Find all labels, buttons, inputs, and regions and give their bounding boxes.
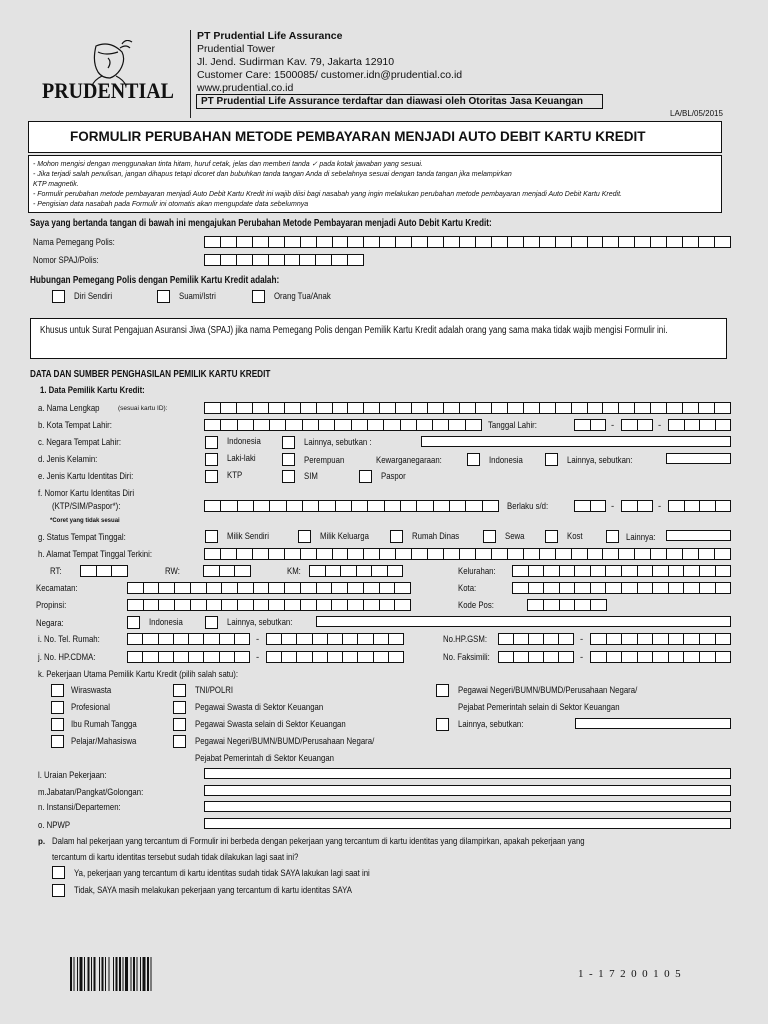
job-description-label: l. Uraian Pekerjaan:: [38, 770, 107, 781]
residence-family-label: Milik Keluarga: [320, 531, 369, 542]
valid-month-field[interactable]: [621, 500, 653, 512]
date-separator: -: [611, 501, 615, 512]
footnote: *Coret yang tidak sesuai: [50, 518, 120, 524]
country-other-field[interactable]: [316, 616, 731, 627]
citizenship-other-field[interactable]: [666, 453, 731, 464]
gsm-number-field[interactable]: [590, 633, 731, 645]
company-address-2: Jl. Jend. Sudirman Kav. 79, Jakarta 12910: [197, 56, 395, 68]
birth-city-field[interactable]: [204, 419, 482, 431]
npwp-field[interactable]: [204, 818, 731, 829]
instruction-1: - Mohon mengisi dengan menggunakan tinta hitam, huruf cetak, jelas dan memberi tanda ✓ pada kotak jawaban yang sesuai.: [33, 161, 423, 168]
birth-country-indonesia-label: Indonesia: [227, 436, 261, 447]
fax-number-field[interactable]: [590, 651, 731, 663]
address-label: h. Alamat Tempat Tinggal Terkini:: [38, 549, 153, 560]
question-p-line-2: tercantum di kartu identitas tersebut sudah tidak dilakukan lagi saat ini?: [52, 852, 299, 863]
birth-country-indonesia-checkbox[interactable]: [205, 436, 218, 449]
full-name-note: (sesuai kartu ID):: [118, 405, 168, 412]
institution-label: n. Instansi/Departemen:: [38, 802, 121, 813]
gender-female-label: Perempuan: [304, 455, 345, 466]
residence-official-label: Rumah Dinas: [412, 531, 460, 542]
institution-field[interactable]: [204, 801, 731, 812]
country-indonesia-checkbox[interactable]: [127, 616, 140, 629]
occ-civil-finance-label-2: Pejabat Pemerintah di Sektor Keuangan: [195, 753, 335, 764]
gsm-label: No.HP.GSM:: [443, 634, 488, 645]
question-p-line-1: Dalam hal pekerjaan yang tercantum di Formulir ini berbeda dengan pekerjaan yang tercantum di kartu identitas yang dilampirkan, apakah pekerjaan yang: [52, 836, 585, 847]
occ-housewife-checkbox[interactable]: [51, 718, 64, 731]
rw-field[interactable]: [203, 565, 251, 577]
id-type-label: e. Jenis Kartu Identitas Diri:: [38, 471, 134, 482]
question-p-yes-checkbox[interactable]: [52, 866, 65, 879]
residence-kost-checkbox[interactable]: [545, 530, 558, 543]
fax-prefix-field[interactable]: [498, 651, 574, 663]
id-number-field[interactable]: [204, 500, 499, 512]
question-p-no-checkbox[interactable]: [52, 884, 65, 897]
position-field[interactable]: [204, 785, 731, 796]
home-phone-number-field[interactable]: [266, 633, 404, 645]
id-ktp-label: KTP: [227, 470, 243, 481]
sub-title: 1. Data Pemilik Kartu Kredit:: [40, 385, 145, 396]
birth-month-field[interactable]: [621, 419, 653, 431]
citizenship-other-label: Lainnya, sebutkan:: [567, 455, 633, 466]
home-phone-label: i. No. Tel. Rumah:: [38, 634, 100, 645]
id-number-label: f. Nomor Kartu Identitas Diri: [38, 488, 135, 499]
citizenship-other-checkbox[interactable]: [545, 453, 558, 466]
website: www.prudential.co.id: [197, 82, 294, 94]
instruction-4: - Pengisian data nasabah pada Formulir ini otomatis akan mengupdate data sebelumnya: [33, 201, 309, 208]
form-title: FORMULIR PERUBAHAN METODE PEMBAYARAN MENJADI AUTO DEBIT KARTU KREDIT: [70, 129, 646, 144]
address-field[interactable]: [204, 548, 731, 560]
propinsi-field[interactable]: [127, 599, 411, 611]
relation-parent-child-label: Orang Tua/Anak: [274, 291, 331, 302]
residence-other-field[interactable]: [666, 530, 731, 541]
gender-label: d. Jenis Kelamin:: [38, 454, 98, 465]
job-description-field[interactable]: [204, 768, 731, 779]
relation-spouse-checkbox[interactable]: [157, 290, 170, 303]
occ-other-checkbox[interactable]: [436, 718, 449, 731]
occ-profesional-checkbox[interactable]: [51, 701, 64, 714]
id-ktp-checkbox[interactable]: [205, 470, 218, 483]
kodepos-label: Kode Pos:: [458, 600, 494, 611]
phone-separator: -: [256, 652, 260, 663]
relation-parent-child-checkbox[interactable]: [252, 290, 265, 303]
relation-spouse-label: Suami/Istri: [179, 291, 216, 302]
rw-label: RW:: [165, 566, 180, 577]
occ-private-nonfinance-label: Pegawai Swasta selain di Sektor Keuangan: [195, 719, 346, 730]
phone-separator: -: [256, 634, 260, 645]
phone-separator: -: [580, 652, 584, 663]
occ-civil-nonfinance-label-2: Pejabat Pemerintah selain di Sektor Keuangan: [458, 702, 620, 713]
phone-separator: -: [580, 634, 584, 645]
residence-status-label: g. Status Tempat Tinggal:: [38, 532, 126, 543]
prudential-logo: [38, 40, 178, 102]
kota-label: Kota:: [458, 583, 477, 594]
npwp-label: o. NPWP: [38, 820, 71, 831]
section-title: DATA DAN SUMBER PENGHASILAN PEMILIK KARTU KREDIT: [30, 369, 271, 380]
id-passport-label: Paspor: [381, 471, 406, 482]
gsm-prefix-field[interactable]: [498, 633, 574, 645]
notice-text: Khusus untuk Surat Pengajuan Asuransi Jiwa (SPAJ) jika nama Pemegang Polis dengan Pemilik Kartu Kredit adalah orang yang sama maka tidak wajib mengisi Formulir ini.: [40, 325, 668, 336]
kota-field[interactable]: [512, 582, 731, 594]
relation-self-label: Diri Sendiri: [74, 291, 113, 302]
ojk-notice: PT Prudential Life Assurance terdaftar dan diawasi oleh Otoritas Jasa Keuangan: [201, 96, 583, 107]
question-p-yes-label: Ya, pekerjaan yang tercantum di kartu identitas sudah tidak SAYA lakukan lagi saat ini: [74, 868, 370, 879]
birth-year-field[interactable]: [668, 419, 731, 431]
id-sim-label: SIM: [304, 471, 318, 482]
occ-private-finance-checkbox[interactable]: [173, 701, 186, 714]
residence-official-checkbox[interactable]: [390, 530, 403, 543]
cdma-number-field[interactable]: [266, 651, 404, 663]
citizenship-indonesia-checkbox[interactable]: [467, 453, 480, 466]
holder-name-field[interactable]: [204, 236, 731, 248]
residence-other-checkbox[interactable]: [606, 530, 619, 543]
kecamatan-field[interactable]: [127, 582, 411, 594]
occ-student-label: Pelajar/Mahasiswa: [71, 736, 137, 747]
birth-city-label: b. Kota Tempat Lahir:: [38, 420, 112, 431]
id-number-label-2: (KTP/SIM/Paspor*):: [52, 501, 121, 512]
id-sim-checkbox[interactable]: [282, 470, 295, 483]
relation-title: Hubungan Pemegang Polis dengan Pemilik Kartu Kredit adalah:: [30, 275, 280, 286]
occ-other-label: Lainnya, sebutkan:: [458, 719, 524, 730]
occ-profesional-label: Profesional: [71, 702, 110, 713]
valid-day-field[interactable]: [574, 500, 606, 512]
birth-day-field[interactable]: [574, 419, 606, 431]
residence-own-checkbox[interactable]: [205, 530, 218, 543]
birth-country-other-checkbox[interactable]: [282, 436, 295, 449]
occ-student-checkbox[interactable]: [51, 735, 64, 748]
date-separator: -: [658, 501, 662, 512]
date-separator: -: [658, 420, 662, 431]
spaj-field[interactable]: [204, 254, 364, 266]
gender-male-label: Laki-laki: [227, 453, 256, 464]
country-label: Negara:: [36, 618, 64, 629]
instruction-2: - Jika terjadi salah penulisan, jangan dihapus tetapi dicoret dan bubuhkan tanda tangan Anda di sebelahnya sesuai dengan tanda tangan jika melampirkan: [33, 171, 512, 178]
instruction-3: - Formulir perubahan metode pembayaran menjadi Auto Debit Kartu Kredit ini wajib diisi bagi nasabah yang ingin melakukan perubahan metode pembayaran menjadi Auto Debit Kartu Kredit.: [33, 191, 622, 198]
question-p-letter: p.: [38, 837, 46, 846]
occupation-label: k. Pekerjaan Utama Pemilik Kartu Kredit (pilih salah satu):: [38, 669, 239, 680]
question-p-no-label: Tidak, SAYA masih melakukan pekerjaan yang tercantum di kartu identitas SAYA: [74, 885, 352, 896]
company-name: PT Prudential Life Assurance: [197, 30, 343, 42]
occ-wiraswasta-checkbox[interactable]: [51, 684, 64, 697]
home-phone-area-field[interactable]: [127, 633, 250, 645]
fax-label: No. Faksimili:: [443, 652, 490, 663]
full-name-label: a. Nama Lengkap: [38, 403, 100, 414]
rt-label: RT:: [50, 566, 62, 577]
cdma-label: j. No. HP.CDMA:: [38, 652, 96, 663]
occ-tni-polri-label: TNI/POLRI: [195, 685, 234, 696]
gender-male-checkbox[interactable]: [205, 453, 218, 466]
id-passport-checkbox[interactable]: [359, 470, 372, 483]
citizenship-indonesia-label: Indonesia: [489, 455, 523, 466]
country-indonesia-label: Indonesia: [149, 617, 183, 628]
instruction-2b: KTP magnetik.: [33, 181, 79, 188]
kecamatan-label: Kecamatan:: [36, 583, 78, 594]
occ-tni-polri-checkbox[interactable]: [173, 684, 186, 697]
kelurahan-label: Kelurahan:: [458, 566, 496, 577]
date-separator: -: [611, 420, 615, 431]
position-label: m.Jabatan/Pangkat/Golongan:: [38, 787, 144, 798]
occ-civil-nonfinance-label: Pegawai Negeri/BUMN/BUMD/Perusahaan Negara/: [458, 685, 638, 696]
km-field[interactable]: [309, 565, 403, 577]
propinsi-label: Propinsi:: [36, 600, 67, 611]
occ-housewife-label: Ibu Rumah Tangga: [71, 719, 137, 730]
cdma-area-field[interactable]: [127, 651, 250, 663]
residence-rent-label: Sewa: [505, 531, 525, 542]
birth-country-other-label: Lainnya, sebutkan :: [304, 437, 372, 448]
occ-other-field[interactable]: [575, 718, 731, 729]
citizenship-label: Kewarganegaraan:: [376, 455, 442, 466]
occ-private-finance-label: Pegawai Swasta di Sektor Keuangan: [195, 702, 324, 713]
company-address-1: Prudential Tower: [197, 43, 276, 55]
kodepos-field[interactable]: [527, 599, 607, 611]
customer-care: Customer Care: 1500085/ customer.idn@prudential.co.id: [197, 69, 463, 81]
km-label: KM:: [287, 566, 301, 577]
occ-civil-finance-label: Pegawai Negeri/BUMN/BUMD/Perusahaan Negara/: [195, 736, 375, 747]
birth-date-label: Tanggal Lahir:: [488, 420, 537, 431]
header-divider: [190, 30, 191, 118]
rt-field[interactable]: [80, 565, 128, 577]
kelurahan-field[interactable]: [512, 565, 731, 577]
occ-civil-finance-checkbox[interactable]: [173, 735, 186, 748]
occ-civil-nonfinance-checkbox[interactable]: [436, 684, 449, 697]
residence-own-label: Milik Sendiri: [227, 531, 269, 542]
country-other-label: Lainnya, sebutkan:: [227, 617, 293, 628]
spaj-label: Nomor SPAJ/Polis:: [33, 255, 99, 266]
valid-year-field[interactable]: [668, 500, 731, 512]
birth-country-other-field[interactable]: [421, 436, 731, 447]
intro-text: Saya yang bertanda tangan di bawah ini mengajukan Perubahan Metode Pembayaran menjadi Auto Debit Kartu Kredit:: [30, 218, 492, 229]
birth-country-label: c. Negara Tempat Lahir:: [38, 437, 121, 448]
holder-name-label: Nama Pemegang Polis:: [33, 237, 115, 248]
residence-family-checkbox[interactable]: [298, 530, 311, 543]
occ-private-nonfinance-checkbox[interactable]: [173, 718, 186, 731]
occ-wiraswasta-label: Wiraswasta: [71, 685, 112, 696]
residence-kost-label: Kost: [567, 531, 583, 542]
barcode-number: 1-17200105: [578, 968, 687, 980]
full-name-field[interactable]: [204, 402, 731, 414]
residence-other-label: Lainnya:: [626, 532, 656, 543]
brand-wordmark: PRUDENTIAL: [42, 78, 174, 102]
valid-until-label: Berlaku s/d:: [507, 501, 549, 512]
relation-self-checkbox[interactable]: [52, 290, 65, 303]
form-code: LA/BL/05/2015: [670, 109, 723, 118]
barcode: [70, 957, 216, 991]
country-other-checkbox[interactable]: [205, 616, 218, 629]
residence-rent-checkbox[interactable]: [483, 530, 496, 543]
gender-female-checkbox[interactable]: [282, 453, 295, 466]
